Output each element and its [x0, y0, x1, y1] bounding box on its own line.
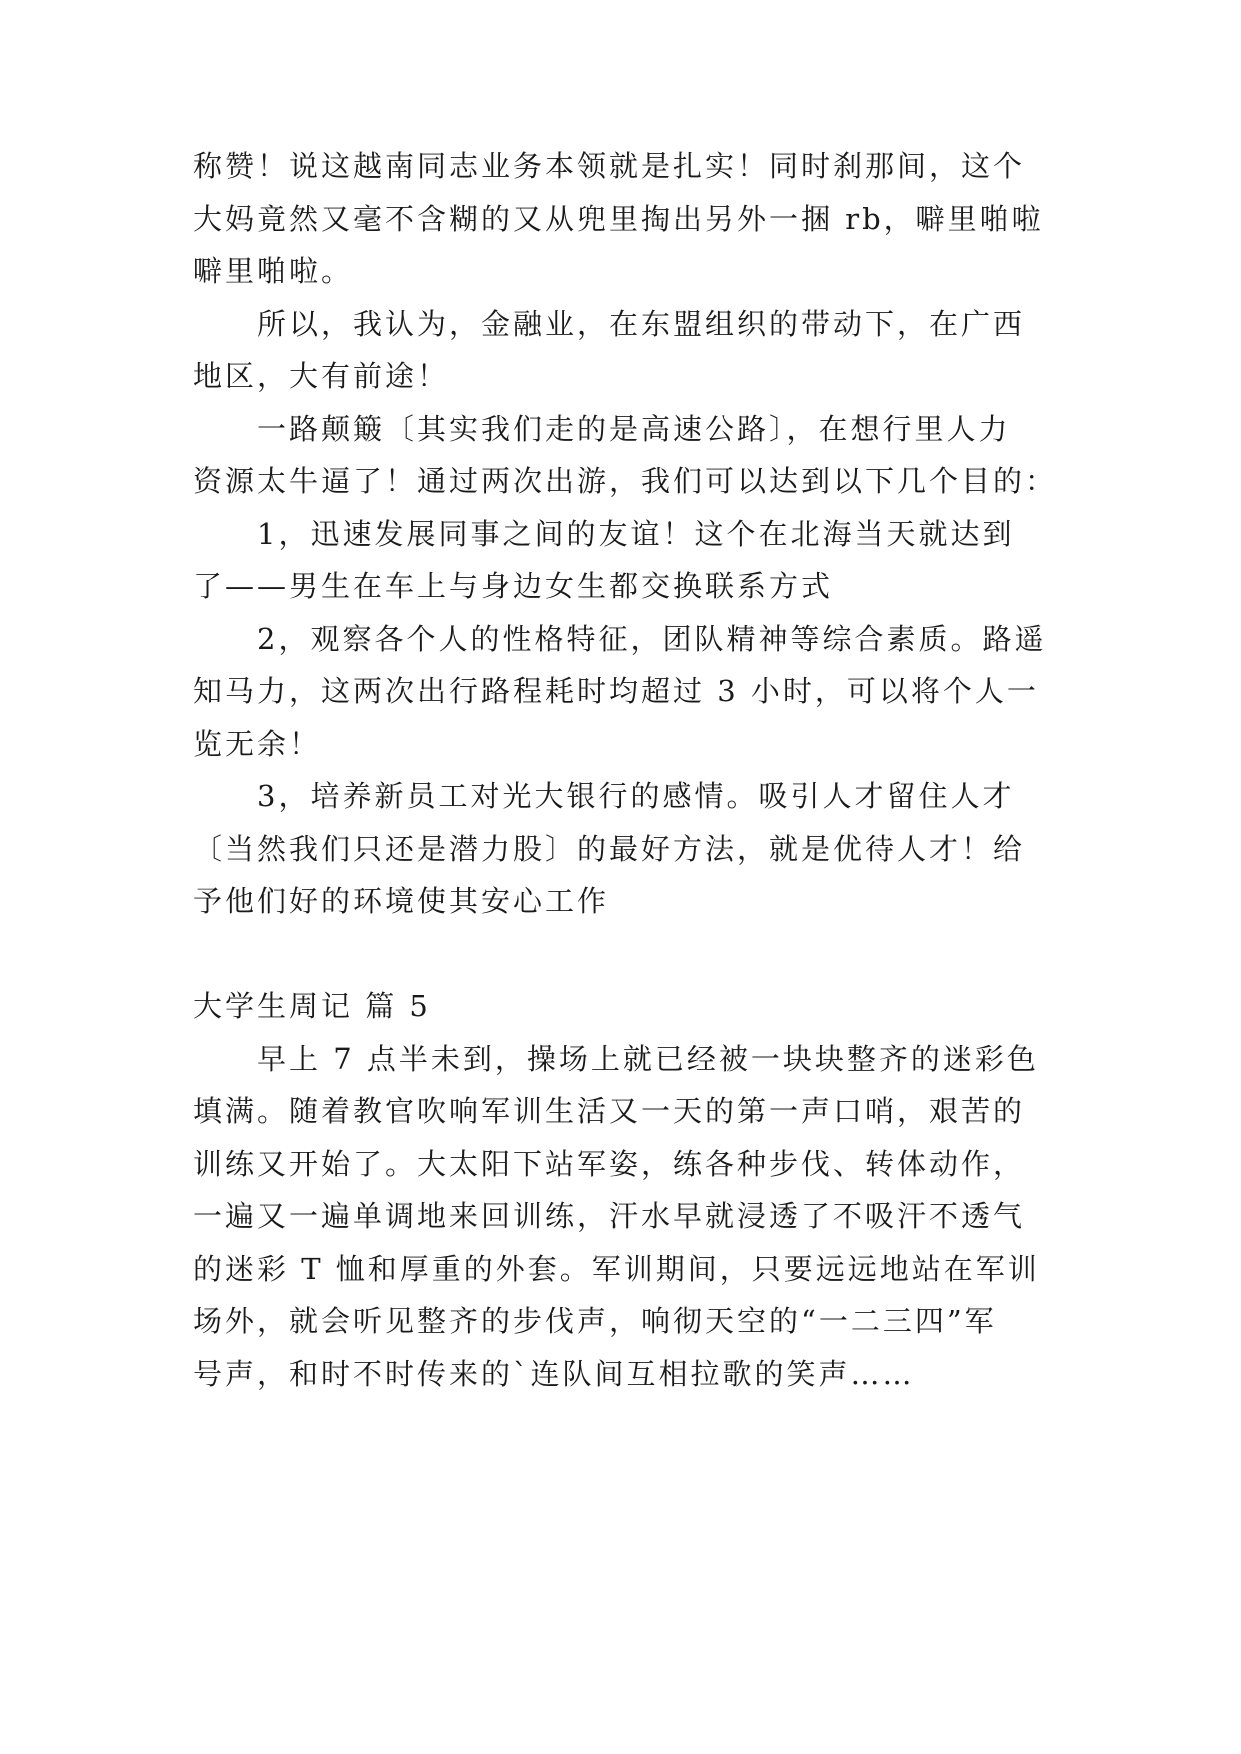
paragraph-line: 一遍又一遍单调地来回训练，汗水早就浸透了不吸汗不透气: [193, 1199, 1026, 1233]
paragraph-line: 地区，大有前途！: [193, 359, 450, 393]
list-item-line: 知马力，这两次出行路程耗时均超过 3 小时，可以将个人一: [193, 674, 1039, 708]
paragraph-line: 所以，我认为，金融业，在东盟组织的带动下，在广西: [257, 307, 1026, 341]
paragraph-line: 资源太牛逼了！通过两次出游，我们可以达到以下几个目的：: [193, 464, 1058, 498]
section-title: 大学生周记 篇 5: [193, 989, 431, 1023]
list-item-line: 2，观察各个人的性格特征，团队精神等综合素质。路遥: [257, 622, 1047, 656]
paragraph-line: 训练又开始了。大太阳下站军姿，练各种步伐、转体动作，: [193, 1147, 1026, 1181]
paragraph-line: 填满。随着教官吹响军训生活又一天的第一声口哨，艰苦的: [193, 1094, 1026, 1128]
list-item-line: 览无余！: [193, 727, 322, 761]
list-item-line: 予他们好的环境使其安心工作: [193, 884, 610, 918]
paragraph-line: 场外，就会听见整齐的步伐声，响彻天空的“一二三四”军: [193, 1304, 997, 1338]
paragraph-line: 噼里啪啦。: [193, 254, 354, 288]
list-item-line: 1，迅速发展同事之间的友谊！这个在北海当天就达到: [257, 517, 1015, 551]
paragraph-line: 早上 7 点半未到，操场上就已经被一块块整齐的迷彩色: [257, 1042, 1039, 1076]
list-item-line: 了——男生在车上与身边女生都交换联系方式: [193, 569, 834, 603]
paragraph-line: 号声，和时不时传来的`连队间互相拉歌的笑声……: [193, 1357, 915, 1391]
list-item-line: 3，培养新员工对光大银行的感情。吸引人才留住人才: [257, 779, 1015, 813]
paragraph-line: 的迷彩 T 恤和厚重的外套。军训期间，只要远远地站在军训: [193, 1252, 1040, 1286]
paragraph-line: 称赞！说这越南同志业务本领就是扎实！同时刹那间，这个: [193, 149, 1026, 183]
list-item-line: 〔当然我们只还是潜力股〕的最好方法，就是优待人才！给: [193, 832, 1026, 866]
paragraph-line: 一路颠簸〔其实我们走的是高速公路〕，在想行里人力: [257, 412, 1011, 446]
paragraph-line: 大妈竟然又毫不含糊的又从兜里掏出另外一捆 rb，噼里啪啦: [193, 202, 1044, 236]
